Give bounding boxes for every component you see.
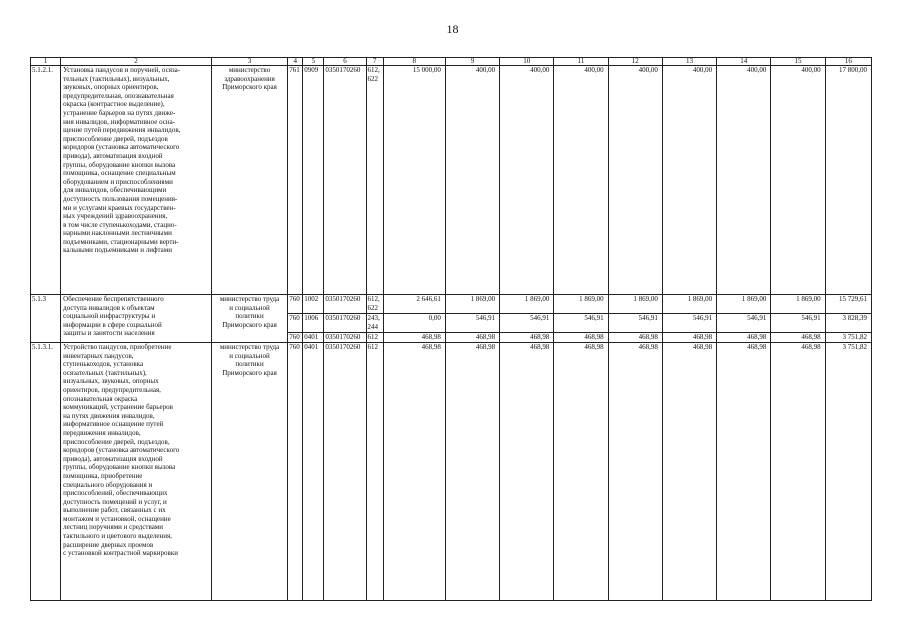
cell-value: 15 000,00 (383, 66, 445, 295)
cell-value: 468,98 (500, 343, 554, 601)
column-number: 2 (61, 58, 212, 66)
cell-target-article: 0350170260 (324, 343, 366, 601)
cell-value: 400,00 (717, 66, 771, 295)
cell-target-article: 0350170260 (324, 333, 366, 343)
cell-value: 468,98 (662, 333, 716, 343)
cell-value: 468,98 (771, 343, 825, 601)
cell-value: 1 869,00 (771, 295, 825, 314)
cell-grbs: 760 (288, 343, 303, 601)
table-row (31, 295, 872, 314)
cell-grbs: 761 (288, 66, 303, 295)
cell-expense-type: 612 (366, 343, 383, 601)
column-number: 16 (825, 58, 871, 66)
cell-section: 0909 (303, 66, 324, 295)
column-number: 7 (366, 58, 383, 66)
column-number: 9 (445, 58, 499, 66)
cell-value: 468,98 (608, 333, 662, 343)
cell-value: 546,91 (771, 314, 825, 333)
column-number-row (31, 58, 872, 66)
column-number: 1 (31, 58, 61, 66)
cell-target-article: 0350170260 (324, 295, 366, 314)
cell-value: 468,98 (554, 333, 608, 343)
cell-grbs: 760 (288, 333, 303, 343)
cell-total: 15 729,61 (825, 295, 871, 314)
cell-value: 400,00 (771, 66, 825, 295)
column-number: 11 (554, 58, 608, 66)
cell-value: 468,98 (662, 343, 716, 601)
row-description: Обеспечение беспрепятственного доступа инвалидов к объектам социальной инфраструктуры и информации в сфере социальной защиты и занятости населения (61, 295, 212, 343)
table-row (31, 343, 872, 601)
row-executor: министерство труда и социальной политики Приморского края (211, 343, 287, 601)
cell-value: 0,00 (383, 314, 445, 333)
cell-value: 468,98 (554, 343, 608, 601)
row-executor: министерство здравоохранения Приморского края (211, 66, 287, 295)
cell-grbs: 760 (288, 314, 303, 333)
column-number: 5 (303, 58, 324, 66)
cell-value: 468,98 (500, 333, 554, 343)
row-description: Установка пандусов и поручней, осяза- тельных (тактильных), визуальных, звуковых, опорных ориентиров, предупредительная, опознавательная окраска (контрастное выделение), устранение барьеров на путях движе- ния инвалидов, информативное осна- щение путей передвижения инвалидов, приспособление дверей, подъездов коридоров (установка автоматического привода), автоматизация входной группы, оборудование кнопки вызова помощника, оснащение специальным оборудованием и приспособлениями для инвалидов, обеспечивающими доступность пользования помещения- ми и услугами краевых государствен- ных учреждений здравоохранения, в том числе ступенькоходами, стацио- нарными наклонными лестничными подъемниками, стационарными верти- кальными подъемниками и лифтами (61, 66, 212, 295)
cell-value: 546,91 (445, 314, 499, 333)
cell-value: 468,98 (383, 333, 445, 343)
column-number: 14 (717, 58, 771, 66)
cell-value: 468,98 (717, 333, 771, 343)
cell-total: 3 828,39 (825, 314, 871, 333)
row-number: 5.1.3 (31, 295, 61, 343)
cell-grbs: 760 (288, 295, 303, 314)
cell-expense-type: 243, 244 (366, 314, 383, 333)
cell-section: 1002 (303, 295, 324, 314)
cell-value: 546,91 (662, 314, 716, 333)
column-number: 12 (608, 58, 662, 66)
column-number: 8 (383, 58, 445, 66)
cell-expense-type: 612, 622 (366, 295, 383, 314)
cell-value: 468,98 (608, 343, 662, 601)
cell-value: 2 646,61 (383, 295, 445, 314)
cell-value: 1 869,00 (608, 295, 662, 314)
cell-value: 468,98 (717, 343, 771, 601)
cell-section: 1006 (303, 314, 324, 333)
cell-value: 468,98 (445, 343, 499, 601)
cell-value: 546,91 (554, 314, 608, 333)
row-executor: министерство труда и социальной политики Приморского края (211, 295, 287, 343)
budget-table (30, 57, 872, 601)
cell-value: 400,00 (500, 66, 554, 295)
cell-value: 400,00 (608, 66, 662, 295)
cell-value: 400,00 (662, 66, 716, 295)
cell-value: 400,00 (445, 66, 499, 295)
table-row (31, 66, 872, 295)
cell-value: 1 869,00 (662, 295, 716, 314)
column-number: 4 (288, 58, 303, 66)
cell-expense-type: 612, 622 (366, 66, 383, 295)
cell-expense-type: 612 (366, 333, 383, 343)
cell-value: 1 869,00 (445, 295, 499, 314)
row-number: 5.1.3.1. (31, 343, 61, 601)
column-number: 15 (771, 58, 825, 66)
cell-value: 1 869,00 (500, 295, 554, 314)
cell-target-article: 0350170260 (324, 314, 366, 333)
cell-value: 1 869,00 (717, 295, 771, 314)
cell-value: 400,00 (554, 66, 608, 295)
cell-value: 468,98 (771, 333, 825, 343)
cell-total: 3 751,82 (825, 333, 871, 343)
cell-value: 546,91 (500, 314, 554, 333)
column-number: 13 (662, 58, 716, 66)
cell-value: 1 869,00 (554, 295, 608, 314)
cell-value: 468,98 (383, 343, 445, 601)
column-number: 10 (500, 58, 554, 66)
cell-section: 0401 (303, 333, 324, 343)
page-number: 18 (446, 22, 459, 36)
cell-section: 0401 (303, 343, 324, 601)
cell-value: 468,98 (445, 333, 499, 343)
cell-value: 546,91 (608, 314, 662, 333)
cell-total: 17 800,00 (825, 66, 871, 295)
cell-target-article: 0350170260 (324, 66, 366, 295)
row-number: 5.1.2.1. (31, 66, 61, 295)
column-number: 3 (211, 58, 287, 66)
column-number: 6 (324, 58, 366, 66)
row-description: Устройство пандусов, приобретение инвентарных пандусов, ступенькоходов, установка осязательных (тактильных), визуальных, звуковых, опорных ориентиров, предупредительная, опознавательная окраска коммуникаций, устранение барьеров на путях движения инвалидов, информативное оснащение путей передвижения инвалидов, приспособление дверей, подъездов, коридоров (установка автоматического привода), автоматизация входной группы, оборудование кнопки вызова помощника, приобретение специального оборудования и приспособлений, обеспечивающих доступность помещений и услуг, и выполнение работ, связанных с их монтажом и установкой, оснащение лестниц поручнями и средствами тактильного и цветового выделения, расширение дверных проемов с установкой контрастной маркировки (61, 343, 212, 601)
cell-value: 546,91 (717, 314, 771, 333)
cell-total: 3 751,82 (825, 343, 871, 601)
